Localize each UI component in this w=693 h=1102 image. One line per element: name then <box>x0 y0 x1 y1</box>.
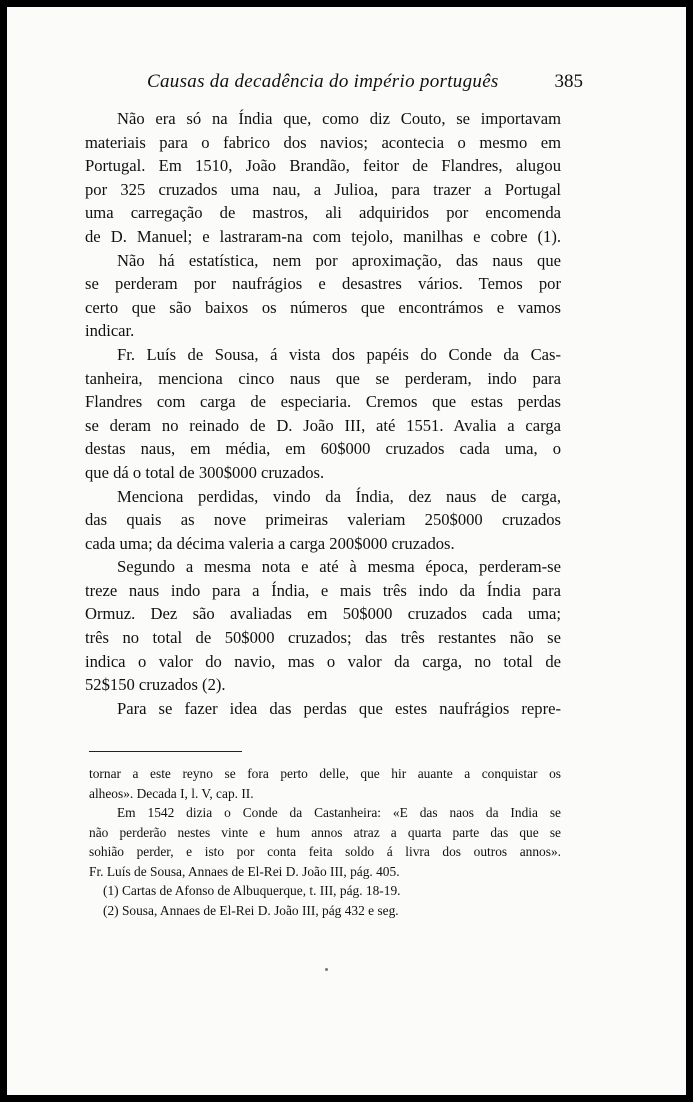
text-line: Flandres com carga de especiaria. Cremos que estas perdas <box>85 392 561 412</box>
running-title: Causas da decadência do império português <box>147 71 499 92</box>
footnotes <box>89 764 561 920</box>
text-line: certo que são baixos os números que encontrámos e vamos <box>85 297 561 317</box>
main-text <box>85 107 561 720</box>
text-line: materiais para o fabrico dos navios; acontecia o mesmo em <box>85 132 561 152</box>
text-line: Para se fazer idea das perdas que estes naufrágios repre- <box>117 698 561 718</box>
text-line: Menciona perdidas, vindo da Índia, dez naus de carga, <box>117 486 561 506</box>
footnote-1: (1) Cartas de Afonso de Albuquerque, t. III, pág. 18-19. <box>103 883 401 898</box>
paper-speck <box>325 968 328 971</box>
page-header <box>147 71 583 97</box>
text-line: destas naus, em média, em 60$000 cruzados cada uma, o <box>85 439 561 459</box>
text-line: Não há estatística, nem por aproximação, das naus que <box>117 250 561 270</box>
text-line: indica o valor do navio, mas o valor da carga, no total de <box>85 651 561 671</box>
footnote-line: Em 1542 dizia o Conde da Castanheira: «E das naos da India se <box>117 805 561 820</box>
page-number: 385 <box>554 71 583 92</box>
text-line: das quais as nove primeiras valeriam 250$000 cruzados <box>85 510 561 530</box>
footnote-line: Fr. Luís de Sousa, Annaes de El-Rei D. João III, pág. 405. <box>89 863 400 879</box>
text-line: treze naus indo para a Índia, e mais três indo da Índia para <box>85 580 561 600</box>
text-line: indicar. <box>85 321 135 341</box>
footnote-line: sohião perder, e isto por conta feita soldo á livra dos outros annos». <box>89 844 561 859</box>
footnote-line: alheos». Decada I, l. V, cap. II. <box>89 785 254 801</box>
text-line: Fr. Luís de Sousa, á vista dos papéis do Conde da Cas- <box>117 344 561 364</box>
text-line: Segundo a mesma nota e até à mesma época, perderam-se <box>117 557 561 577</box>
text-line: Não era só na Índia que, como diz Couto, se importavam <box>117 109 561 128</box>
text-line: três no total de 50$000 cruzados; das três restantes não se <box>85 628 561 648</box>
text-line: 52$150 cruzados (2). <box>85 675 226 695</box>
footnote-line: tornar a este reyno se fora perto delle, que hir auante a conquistar os <box>89 766 561 781</box>
text-line: se deram no reinado de D. João III, até 1551. Avalia a carga <box>85 415 561 435</box>
footnote-2: (2) Sousa, Annaes de El-Rei D. João III, pág 432 e seg. <box>103 902 399 918</box>
text-line: cada uma; da décima valeria a carga 200$000 cruzados. <box>85 533 455 553</box>
footnote-line: não perderão nestes vinte e hum annos atraz a quarta parte das que se <box>89 824 561 840</box>
text-line: Portugal. Em 1510, João Brandão, feitor de Flandres, alugou <box>85 156 561 176</box>
footnote-separator <box>89 751 242 752</box>
text-line: de D. Manuel; e lastraram-na com tejolo, manilhas e cobre (1). <box>85 226 561 246</box>
text-line: tanheira, menciona cinco naus que se perderam, indo para <box>85 368 561 388</box>
text-line: por 325 cruzados uma nau, a Julioa, para trazer a Portugal <box>85 179 561 199</box>
text-line: uma carregação de mastros, ali adquiridos por encomenda <box>85 203 561 223</box>
text-line: que dá o total de 300$000 cruzados. <box>85 462 325 482</box>
text-line: Ormuz. Dez são avaliadas em 50$000 cruzados cada uma; <box>85 604 561 624</box>
text-line: se perderam por naufrágios e desastres vários. Temos por <box>85 274 561 294</box>
